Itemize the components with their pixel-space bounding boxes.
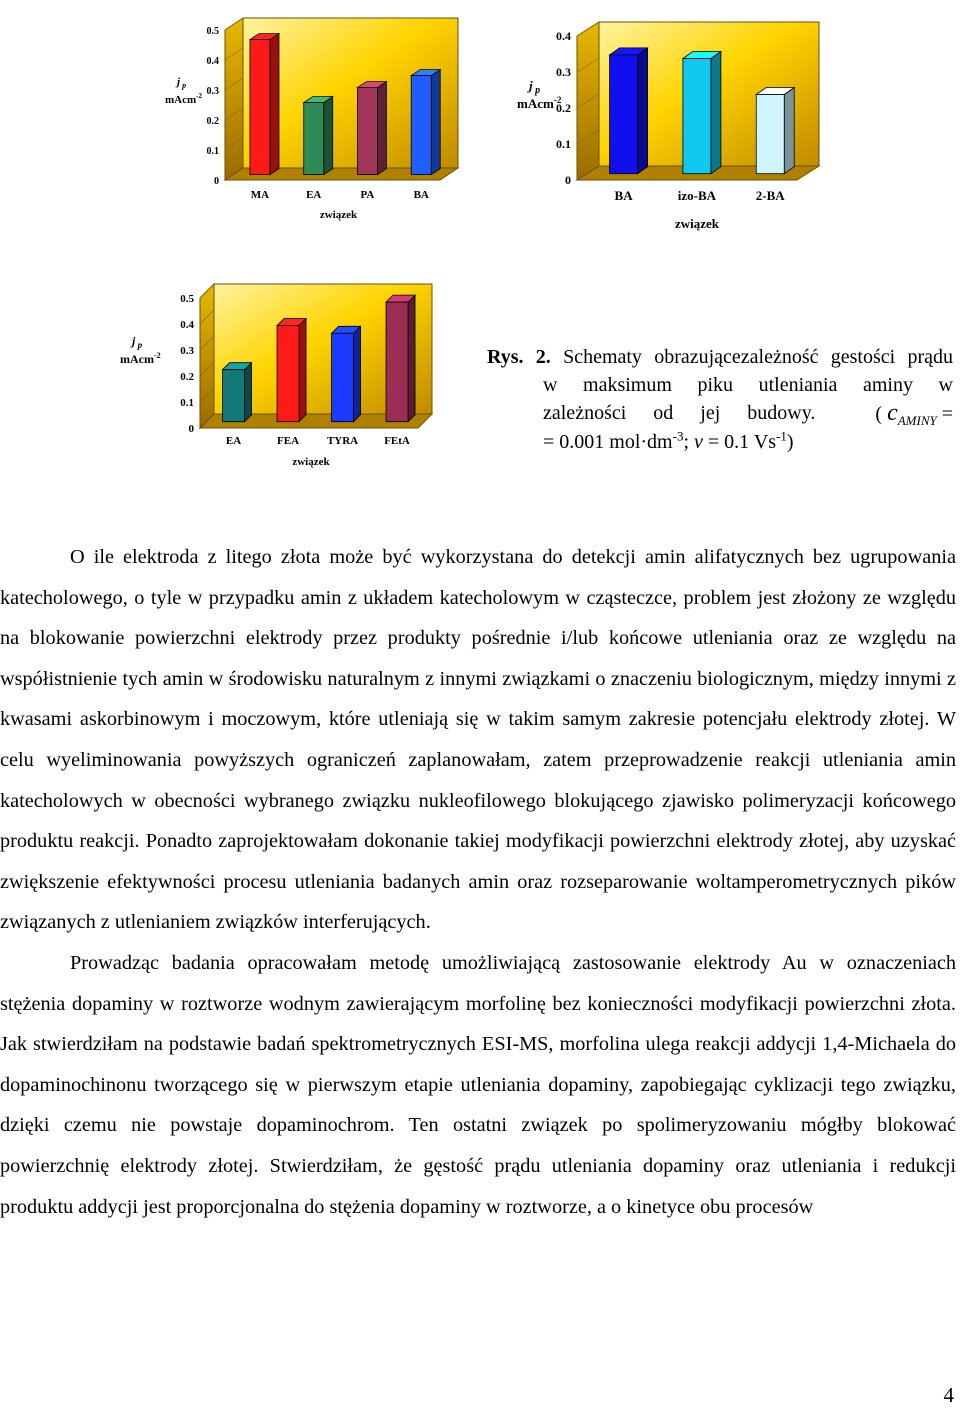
chart-amines-2 (515, 0, 835, 240)
bar-feta (386, 295, 415, 422)
bar-ea (223, 363, 252, 422)
y-tick-label: 0.3 (206, 86, 219, 97)
x-tick-label: EA (306, 189, 322, 201)
chart-side-wall (225, 18, 243, 180)
x-tick-label: BA (413, 189, 429, 201)
bar-side (784, 88, 794, 174)
bar-front (357, 88, 377, 175)
chart-amines-3 (120, 270, 440, 475)
bar-side (408, 295, 415, 422)
y-tick-label: 0.4 (206, 56, 219, 67)
y-axis-label: j $_p$ (132, 334, 143, 350)
bar-front (332, 333, 354, 421)
y-axis-label: j $_p$ (177, 76, 187, 90)
bar-side (270, 34, 279, 175)
x-tick-label: PA (360, 189, 375, 201)
x-tick-label: MA (250, 189, 270, 201)
x-tick-label: izo-BA (677, 188, 717, 203)
chart-amines-1-svg (165, 0, 460, 235)
y-tick-label: 0.1 (180, 397, 194, 409)
y-tick-label: 0.5 (180, 293, 194, 305)
bar-front (683, 59, 711, 174)
x-axis-label: związek (674, 216, 720, 231)
bar-ba (411, 70, 440, 175)
x-tick-label: 2-BA (755, 188, 785, 203)
y-tick-label: 0.2 (556, 101, 571, 115)
bar-izo-ba (683, 52, 721, 174)
bar-tyra (332, 326, 361, 421)
bar-front (411, 76, 431, 175)
caption-label: Rys. 2. (487, 346, 551, 368)
bar-front (386, 302, 408, 422)
bar-front (756, 95, 784, 174)
bar-side (324, 97, 333, 175)
y-tick-label: 0 (214, 176, 219, 187)
bar-fea (277, 319, 306, 422)
paragraph-2: Prowadząc badania opracowałam metodę umożliwiającą zastosowanie elektrody Au w oznaczeniach stężenia dopaminy w roztworze wodnym zawierającym morfolinę bez konieczności modyfikacji powierzchni złota. Jak stwierdziłam na podstawie badań spektrometrycznych ESI-MS, morfolina ulega reakcji addycji 1,4-Michaela do dopaminochinonu tworzącego się w pierwszym etapie utleniania dopaminy, zapobiegając cyklizacji tego związku, dzięki czemu nie powstaje dopaminochrom. Ten ostatni związek po spolimeryzowaniu mógłby blokować powierzchnię elektrody złotej. Stwierdziłam, że gęstość prądu utleniania dopaminy oraz utleniania i redukcji produktu addycji jest proporcjonalna do stężenia dopaminy w roztworze, a o kinetyce obu procesów (0, 951, 956, 1218)
bar-front (250, 40, 270, 175)
body-text (0, 537, 956, 1227)
y-tick-label: 0.5 (206, 26, 219, 37)
y-tick-label: 0 (188, 423, 194, 435)
x-tick-label: TYRA (326, 435, 359, 447)
caption-line-1: Rys. 2. Schematy obrazującezależność gestości prądu (487, 346, 954, 368)
chart-side-wall (200, 284, 214, 428)
x-axis-label: związek (319, 209, 358, 221)
caption-line-4: = 0.001 $mol\cdot dm^{-3}$; v = 0.1 $Vs^{-1}$) (543, 428, 794, 453)
y-tick-label: 0.2 (206, 116, 219, 127)
x-tick-label: FEtA (384, 435, 410, 447)
bar-ba (610, 48, 648, 174)
y-axis-unit: mAcm$^{-2}$ (165, 92, 202, 106)
y-tick-label: 0 (565, 173, 571, 187)
chart-amines-3-svg (120, 270, 440, 475)
bar-side (711, 52, 721, 174)
bar-side (354, 326, 361, 421)
y-tick-label: 0.4 (180, 319, 194, 331)
x-tick-label: EA (225, 435, 242, 447)
bar-side (299, 319, 306, 422)
chart-amines-1 (165, 0, 460, 235)
chart-amines-2-svg (515, 0, 835, 240)
bar-front (223, 370, 245, 422)
y-tick-label: 0.1 (556, 137, 571, 151)
bar-side (638, 48, 648, 174)
y-axis-unit: mAcm$^{-2}$ (120, 351, 161, 366)
caption-formula: ( $c_{AMINY}$ = (875, 400, 953, 428)
caption-line-3: zależności od jej budowy. ( $c_{AMINY}$ = (543, 400, 953, 428)
y-tick-label: 0.3 (180, 345, 194, 357)
bar-ea (304, 97, 333, 175)
bar-2-ba (756, 88, 794, 174)
bar-pa (357, 82, 386, 175)
bar-front (277, 326, 299, 422)
y-tick-label: 0.4 (556, 29, 571, 43)
y-tick-label: 0.1 (206, 146, 219, 157)
y-axis-label: j $_p$ (529, 78, 541, 96)
bar-front (304, 103, 324, 175)
x-axis-label: związek (292, 456, 330, 468)
caption-line-2: w maksimum piku utleniania aminy w (543, 374, 953, 396)
x-tick-label: FEA (277, 435, 300, 447)
page-number: 4 (943, 1383, 954, 1407)
bar-ma (250, 34, 279, 175)
y-axis-unit: mAcm$^{-2}$ (517, 95, 562, 111)
x-tick-label: BA (614, 188, 633, 203)
y-tick-label: 0.2 (180, 371, 194, 383)
bar-side (377, 82, 386, 175)
paragraph-1: O ile elektroda z litego złota może być wykorzystana do detekcji amin alifatycznych bez ugrupowania katecholowego, o tyle w przypadku amin z układem katecholowym w cząsteczce, problem jest złożony ze względu na blokowanie powierzchni elektrody przez produkty pośrednie i/lub końcowe utleniania oraz ze względu na współistnienie tych amin w środowisku naturalnym z innymi związkami o znaczeniu biologicznym, między innymi z kwasami askorbinowym i moczowym, które utleniają się w takim samym zakresie potencjału elektrody złotej. W celu wyeliminowania powyższych ograniczeń zaplanowałam, zatem przeprowadzenie reakcji utleniania amin katecholowych w obecności wybranego związku nukleofilowego blokującego zjawisko polimeryzacji końcowego produktu reakcji. Ponadto zaprojektowałam dokonanie takiej modyfikacji powierzchni elektrody złotej, aby uzyskać zwiększenie efektywności procesu utleniania badanych amin oraz rozseparowanie woltamperometrycznych pików związanych z utlenianiem związków interferujących. (0, 546, 956, 934)
bar-front (610, 55, 638, 174)
bar-side (431, 70, 440, 175)
bar-side (245, 363, 252, 422)
y-tick-label: 0.3 (556, 65, 571, 79)
figure-caption (487, 343, 953, 456)
